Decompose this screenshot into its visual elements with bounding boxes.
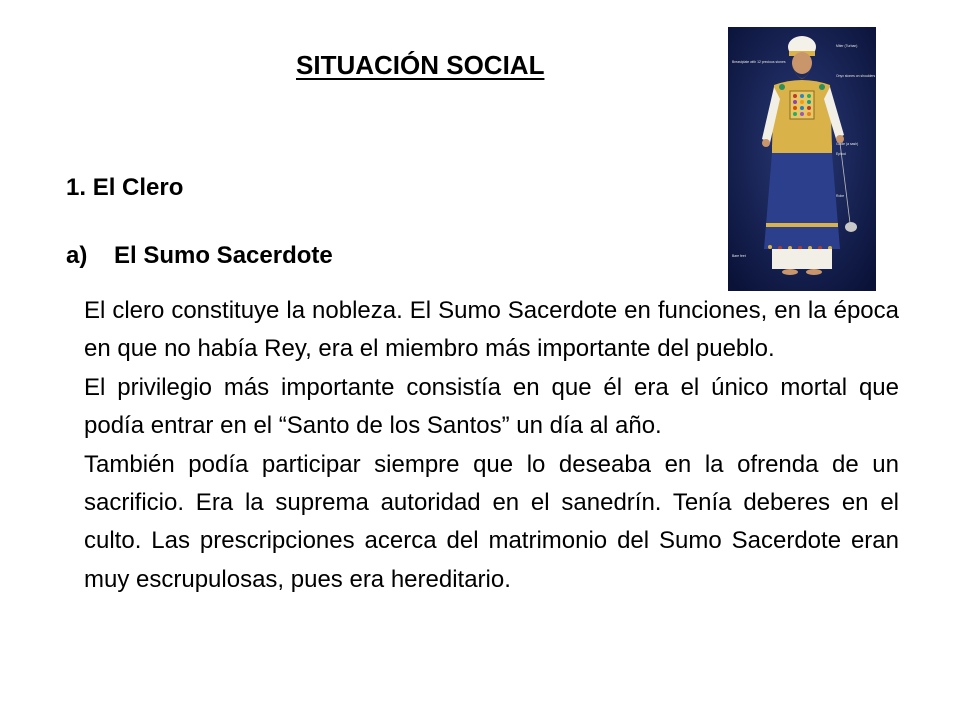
paragraph-3: También podía participar siempre que lo deseaba en la ofrenda de un sacrificio. Era la suprema autoridad en el sanedrín. Tenía deberes en el culto. Las prescripciones acerca del matrimonio del Sumo Sacerdote eran muy escrupulosas, pues era hereditario.	[84, 450, 899, 593]
slide-title: SITUACIÓN SOCIAL	[296, 50, 545, 80]
left-foot	[782, 269, 798, 275]
label-bare-feet: Bare feet	[732, 254, 746, 258]
paragraph-2: El privilegio más importante consistía en que él era el único mortal que podía entrar en el “Santo de los Santos” un día al año.	[84, 373, 899, 440]
label-miter: Miter (Turban)	[836, 44, 858, 48]
label-ephod: Ephod	[836, 152, 846, 156]
robe	[764, 153, 840, 249]
label-girdle: Girdle (a sash)	[836, 142, 859, 146]
right-foot	[806, 269, 822, 275]
paragraph-1: El clero constituye la nobleza. El Sumo Sacerdote en funciones, en la época en que no había Rey, era el miembro más importante del pueblo.	[84, 297, 899, 363]
label-onyx: Onyx stones on shoulders	[836, 74, 876, 78]
left-hand	[762, 139, 770, 147]
subsection-label: El Sumo Sacerdote	[114, 242, 333, 269]
subsection-heading	[66, 242, 333, 270]
high-priest-illustration	[728, 27, 876, 291]
shoulder-stone-right	[819, 84, 825, 90]
section-heading	[66, 174, 183, 202]
shoulder-stone-left	[779, 84, 785, 90]
section-number: 1.	[66, 174, 87, 201]
censer	[845, 222, 857, 232]
girdle	[772, 145, 832, 153]
label-breastplate: Breastplate with 12 precious stones	[732, 60, 786, 64]
face	[792, 52, 812, 74]
tunic	[772, 249, 832, 269]
robe-trim	[766, 223, 838, 227]
body-text	[84, 292, 899, 599]
label-robe: Robe	[836, 194, 845, 198]
subsection-marker: a)	[66, 242, 88, 269]
high-priest-drawing	[728, 27, 876, 291]
section-label: El Clero	[92, 174, 184, 201]
